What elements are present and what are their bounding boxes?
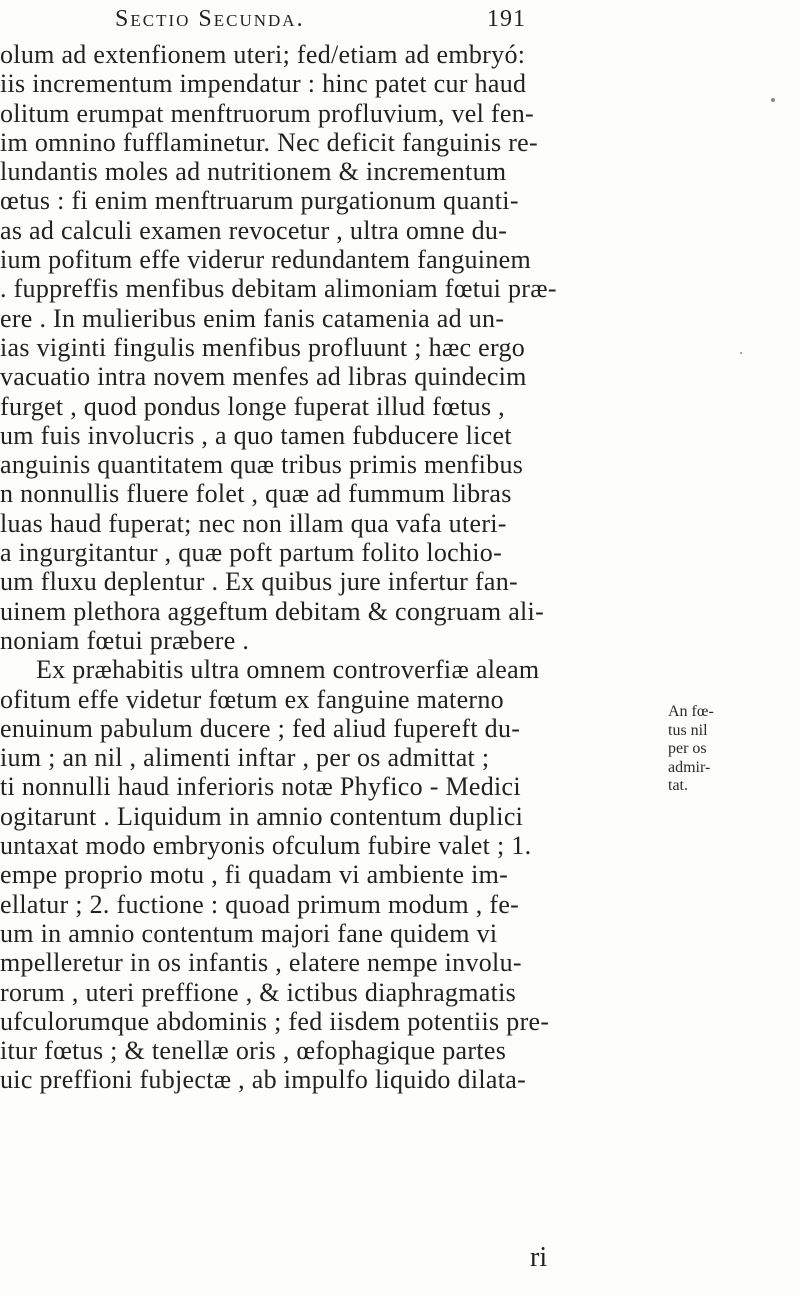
text-line: olum ad extenfionem uteri; fed/etiam ad embryó: bbox=[0, 40, 526, 69]
text-line: ofitum effe videtur fœtum ex fanguine materno bbox=[0, 684, 504, 714]
text-line: rorum , uteri preffione , & ictibus diaphragmatis bbox=[0, 977, 517, 1007]
text-line: ufculorumque abdominis ; fed iisdem potentiis pre- bbox=[0, 1006, 550, 1036]
text-line: iis incrementum impendatur : hinc patet cur haud bbox=[0, 69, 527, 99]
text-line: Ex præhabitis ultra omnem controverfiæ aleam bbox=[36, 655, 540, 685]
margin-note bbox=[668, 703, 798, 796]
text-line: vacuatio intra novem menfes ad libras quindecim bbox=[0, 362, 527, 392]
ink-speck bbox=[771, 98, 775, 102]
text-line: anguinis quantitatem quæ tribus primis menfibus bbox=[0, 450, 524, 480]
text-line: noniam fœtui præbere . bbox=[0, 625, 250, 655]
text-line: a ingurgitantur , quæ poft partum folito lochio- bbox=[0, 538, 503, 568]
text-line: furget , quod pondus longe fuperat illud fœtus , bbox=[0, 391, 505, 421]
text-line: ere . In mulieribus enim fanis catamenia ad un- bbox=[0, 303, 505, 333]
body-text bbox=[0, 40, 650, 1095]
text-line: ias viginti fingulis menfibus profluunt ; hæc ergo bbox=[0, 332, 526, 362]
margin-note-line: An fœ- bbox=[668, 703, 714, 720]
text-line: uic preffioni fubjectæ , ab impulfo liquido dilata- bbox=[0, 1065, 527, 1095]
text-line: uinem plethora aggeftum debitam & congruam ali- bbox=[0, 596, 545, 626]
ink-speck bbox=[740, 352, 742, 354]
margin-note-line: tus nil bbox=[668, 721, 708, 739]
text-line: um fluxu deplentur . Ex quibus jure infertur fan- bbox=[0, 567, 518, 597]
text-line: ium ; an nil , alimenti inftar , per os admittat ; bbox=[0, 743, 490, 773]
text-line: im omnino fufflaminetur. Nec deficit fanguinis re- bbox=[0, 127, 538, 157]
text-line: mpelleretur in os infantis , elatere nempe involu- bbox=[0, 948, 522, 978]
text-line: . fuppreffis menfibus debitam alimoniam fœtui præ- bbox=[0, 274, 557, 304]
running-title: Sectio Secunda. bbox=[115, 6, 305, 32]
text-line: olitum erumpat menftruorum profluvium, vel fen- bbox=[0, 98, 534, 128]
text-line: itur fœtus ; & tenellæ oris , œfophagique partes bbox=[0, 1036, 507, 1066]
text-line: um in amnio contentum majori fane quidem vi bbox=[0, 918, 498, 948]
text-line: n nonnullis fluere folet , quæ ad fummum libras bbox=[0, 479, 512, 509]
catchword: ri bbox=[530, 1242, 548, 1273]
margin-note-line: admir- bbox=[668, 758, 711, 776]
text-line: œtus : fi enim menftruarum purgationum quanti- bbox=[0, 186, 519, 216]
text-line: untaxat modo embryonis ofculum fubire valet ; 1. bbox=[0, 831, 532, 861]
text-line: ellatur ; 2. fuctione : quoad primum modum , fe- bbox=[0, 889, 520, 919]
text-line: ium pofitum effe viderur redundantem fanguinem bbox=[0, 245, 531, 275]
text-line: as ad calculi examen revocetur , ultra omne du- bbox=[0, 215, 508, 245]
text-line: lundantis moles ad nutritionem & incrementum bbox=[0, 157, 507, 187]
text-line: ogitarunt . Liquidum in amnio contentum duplici bbox=[0, 801, 524, 831]
text-line: ti nonnulli haud inferioris notæ Phyfico - Medici bbox=[0, 772, 521, 802]
text-line: um fuis involucris , a quo tamen fubducere licet bbox=[0, 420, 512, 450]
margin-note-line: tat. bbox=[668, 777, 688, 794]
text-line: enuinum pabulum ducere ; fed aliud fupereft du- bbox=[0, 713, 521, 743]
page-header bbox=[115, 6, 675, 40]
text-line: empe proprio motu , fi quadam vi ambiente im- bbox=[0, 860, 509, 890]
page-number: 191 bbox=[487, 6, 526, 32]
margin-note-line: per os bbox=[668, 740, 707, 757]
text-line: luas haud fuperat; nec non illam qua vafa uteri- bbox=[0, 508, 507, 538]
